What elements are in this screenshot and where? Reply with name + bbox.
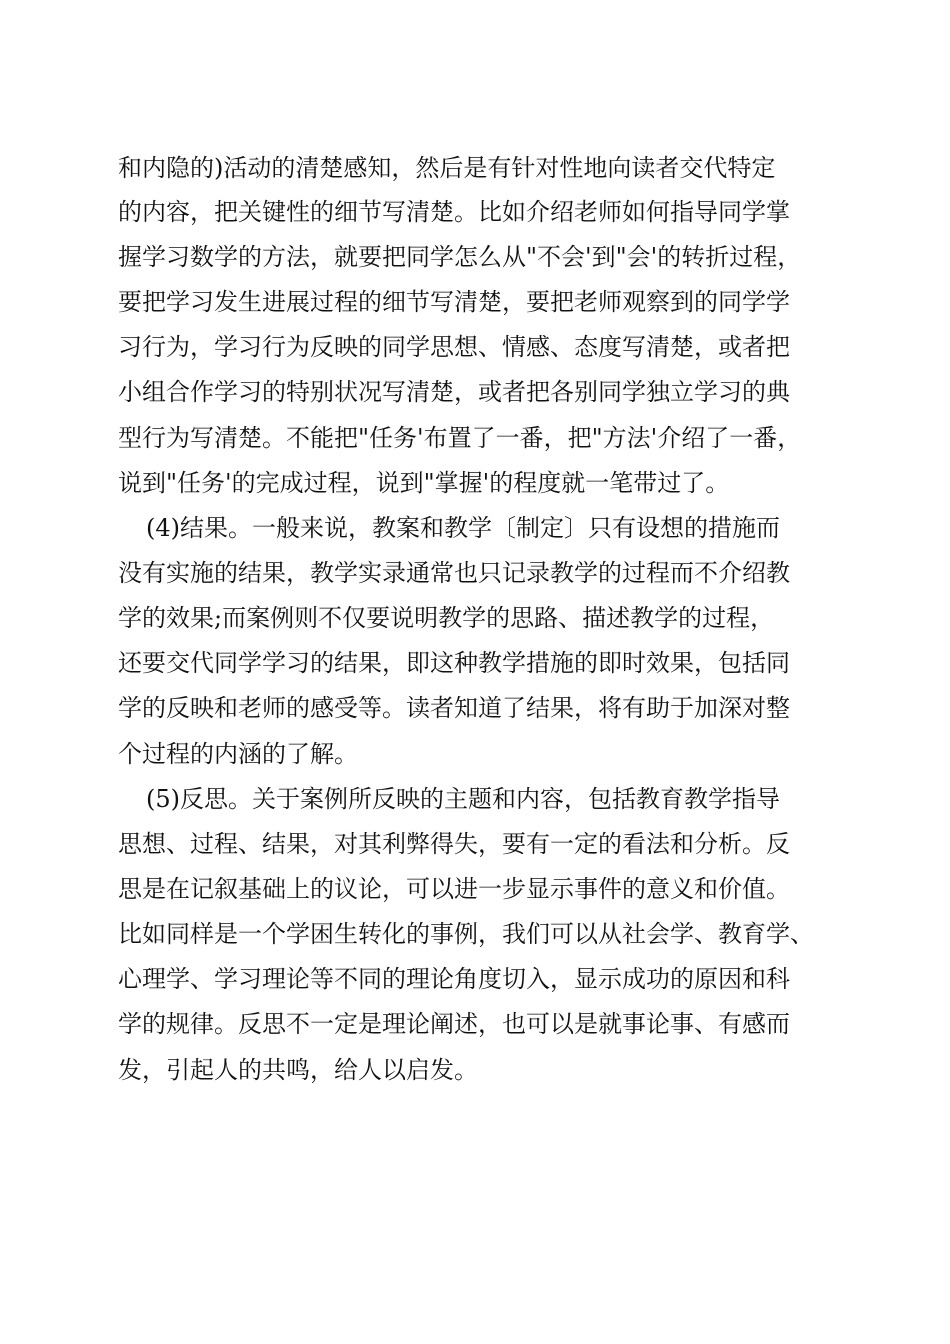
text-line-1: 和内隐的)活动的清楚感知，然后是有针对性地向读者交代特定: [118, 154, 776, 182]
text-line-21: 发，引起人的共鸣，给人以启发。: [118, 1056, 478, 1084]
text-line-7: 型行为写清楚。不能把"任务'布置了一番，把"方法'介绍了一番，: [118, 424, 802, 452]
text-line-16: 思想、过程、结果，对其利弊得失，要有一定的看法和分析。反: [118, 830, 790, 858]
text-line-6: 小组合作学习的特别状况写清楚，或者把各别同学独立学习的典: [118, 378, 790, 406]
text-line-20: 学的规律。反思不一定是理论阐述，也可以是就事论事、有感而: [118, 1010, 790, 1038]
text-line-14: 个过程的内涵的了解。: [118, 740, 358, 768]
text-line-2: 的内容，把关键性的细节写清楚。比如介绍老师如何指导同学掌: [118, 198, 790, 226]
text-line-10: 没有实施的结果，教学实录通常也只记录教学的过程而不介绍教: [118, 559, 790, 587]
text-line-11: 学的效果;而案例则不仅要说明教学的思路、描述教学的过程，: [118, 604, 775, 632]
text-line-4: 要把学习发生进展过程的细节写清楚，要把老师观察到的同学学: [118, 288, 790, 316]
text-line-3: 握学习数学的方法，就要把同学怎么从"不会'到"会'的转折过程，: [118, 243, 802, 271]
text-line-13: 学的反映和老师的感受等。读者知道了结果，将有助于加深对整: [118, 694, 790, 722]
text-line-19: 心理学、学习理论等不同的理论角度切入，显示成功的原因和科: [118, 965, 790, 993]
text-line-18: 比如同样是一个学困生转化的事例，我们可以从社会学、教育学、: [118, 920, 814, 948]
paragraph-4-first-line: (4)结果。一般来说，教案和教学〔制定〕只有设想的措施而: [146, 514, 780, 542]
text-line-12: 还要交代同学学习的结果，即这种教学措施的即时效果，包括同: [118, 649, 790, 677]
text-line-17: 思是在记叙基础上的议论，可以进一步显示事件的意义和价值。: [118, 875, 790, 903]
paragraph-5-first-line: (5)反思。关于案例所反映的主题和内容，包括教育教学指导: [146, 785, 780, 813]
text-line-5: 习行为，学习行为反映的同学思想、情感、态度写清楚，或者把: [118, 333, 790, 361]
text-line-8: 说到"任务'的完成过程，说到"掌握'的程度就一笔带过了。: [118, 469, 730, 497]
